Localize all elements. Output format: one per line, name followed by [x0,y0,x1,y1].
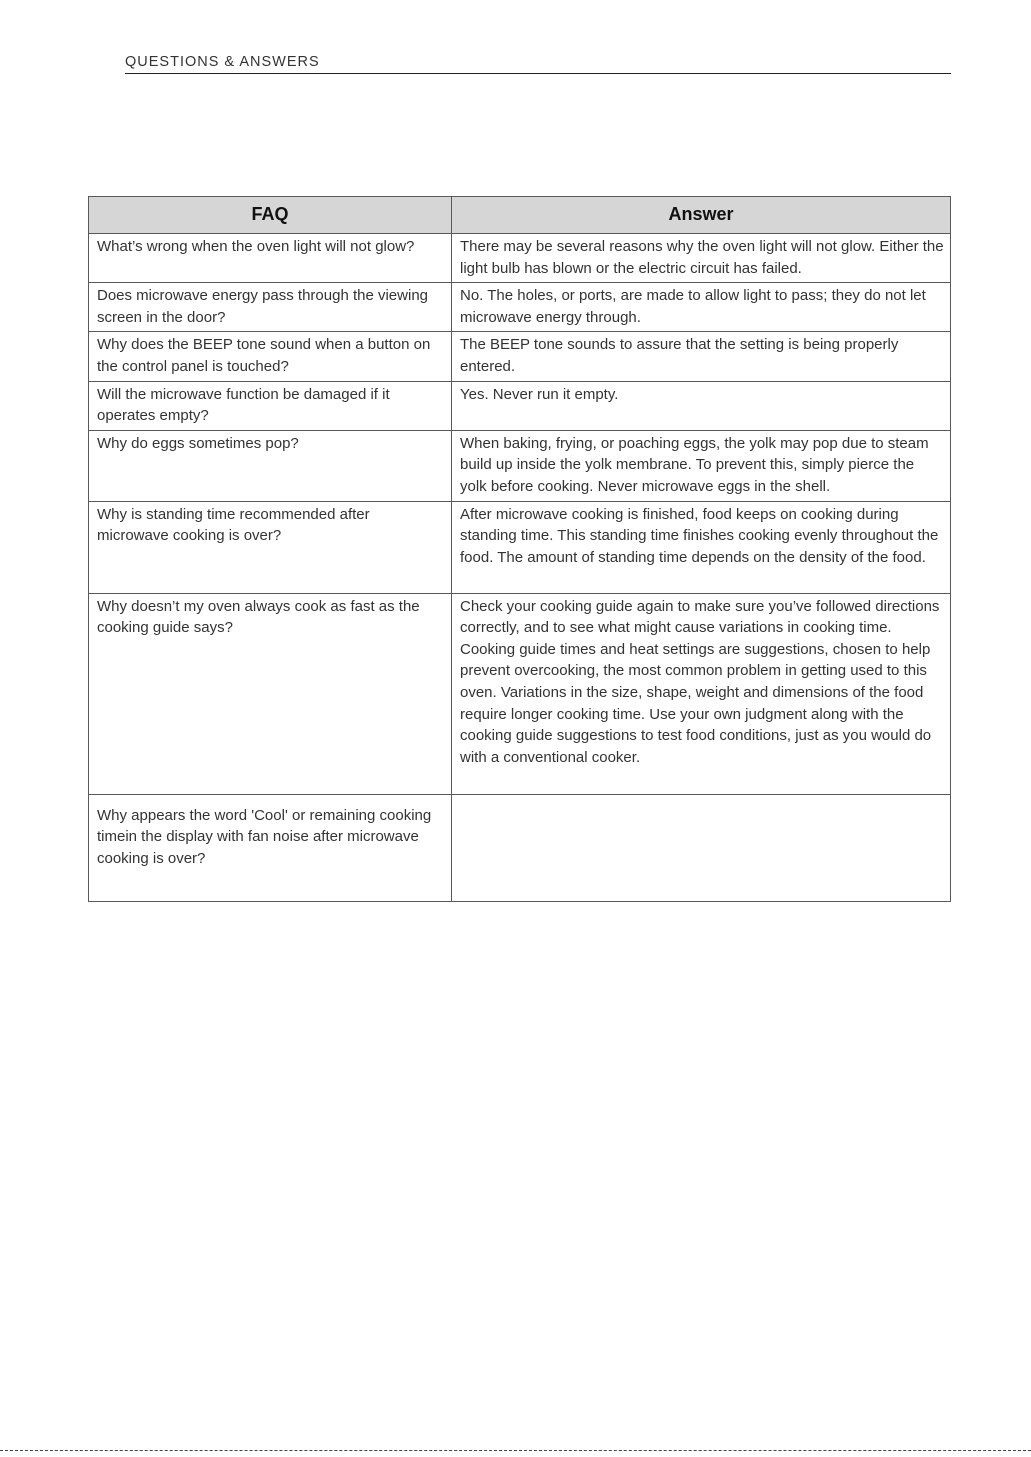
question-cell [89,332,452,381]
answer-cell [452,794,951,901]
question-cell [89,593,452,794]
table-row [89,794,951,901]
faq-column-header: FAQ [89,197,452,234]
question-text: Why appears the word 'Cool' or remaining cooking timein the display with fan noise after microwave cooking is over? [97,806,432,867]
question-cell [89,794,452,901]
table-header-row [89,197,951,234]
answer-text: No. The holes, or ports, are made to allow light to pass; they do not let microwave energy through. [460,287,926,326]
answer-cell [452,593,951,794]
section-title: QUESTIONS & ANSWERS [125,54,320,70]
question-cell [89,381,452,430]
answer-text: After microwave cooking is finished, food keeps on cooking during standing time. This standing time finishes cooking evenly throughout the food. The amount of standing time depends on the density of the food. [460,505,939,566]
faq-table [88,196,951,902]
question-cell [89,283,452,332]
question-text: Why doesn’t my oven always cook as fast as the cooking guide says? [97,597,420,637]
answer-text: There may be several reasons why the oven light will not glow. Either the light bulb has blown or the electric circuit has failed. [460,238,944,277]
answer-text [452,795,950,808]
table-row [89,501,951,593]
question-text: Does microwave energy pass through the viewing screen in the door? [97,287,429,326]
question-text: Why do eggs sometimes pop? [97,434,299,452]
table-row [89,593,951,794]
answer-text: Check your cooking guide again to make sure you’ve followed directions correctly, and to see what might cause variations in cooking time. Cooking guide times and heat settings are suggestions, chosen to help prevent overcooking, the most common problem in getting used to this oven. Variations in the size, shape, weight and dimensions of the food require longer cooking time. Use your own judgment along with the cooking guide suggestions to test food conditions, just as you would do with a conventional cooker. [460,597,940,766]
page-bottom-rule [0,1450,1031,1451]
section-header [125,53,951,74]
table-row [89,332,951,381]
question-cell [89,501,452,593]
table-row [89,234,951,283]
table-row [89,430,951,501]
answer-column-header: Answer [452,197,951,234]
answer-cell [452,332,951,381]
question-text: What’s wrong when the oven light will not glow? [97,238,415,255]
answer-text: When baking, frying, or poaching eggs, the yolk may pop due to steam build up inside the yolk membrane. To prevent this, simply pierce the yolk before cooking. Never microwave eggs in the shell. [460,434,929,495]
answer-cell [452,381,951,430]
question-cell [89,234,452,283]
answer-text: The BEEP tone sounds to assure that the setting is being properly entered. [460,336,899,375]
question-text: Why does the BEEP tone sound when a button on the control panel is touched? [97,336,431,375]
answer-cell [452,234,951,283]
table-row [89,283,951,332]
table-row [89,381,951,430]
answer-cell [452,430,951,501]
question-text: Why is standing time recommended after microwave cooking is over? [97,505,370,545]
question-cell [89,430,452,501]
answer-text: Yes. Never run it empty. [460,385,619,403]
answer-cell [452,501,951,593]
answer-cell [452,283,951,332]
question-text: Will the microwave function be damaged if it operates empty? [97,385,390,425]
